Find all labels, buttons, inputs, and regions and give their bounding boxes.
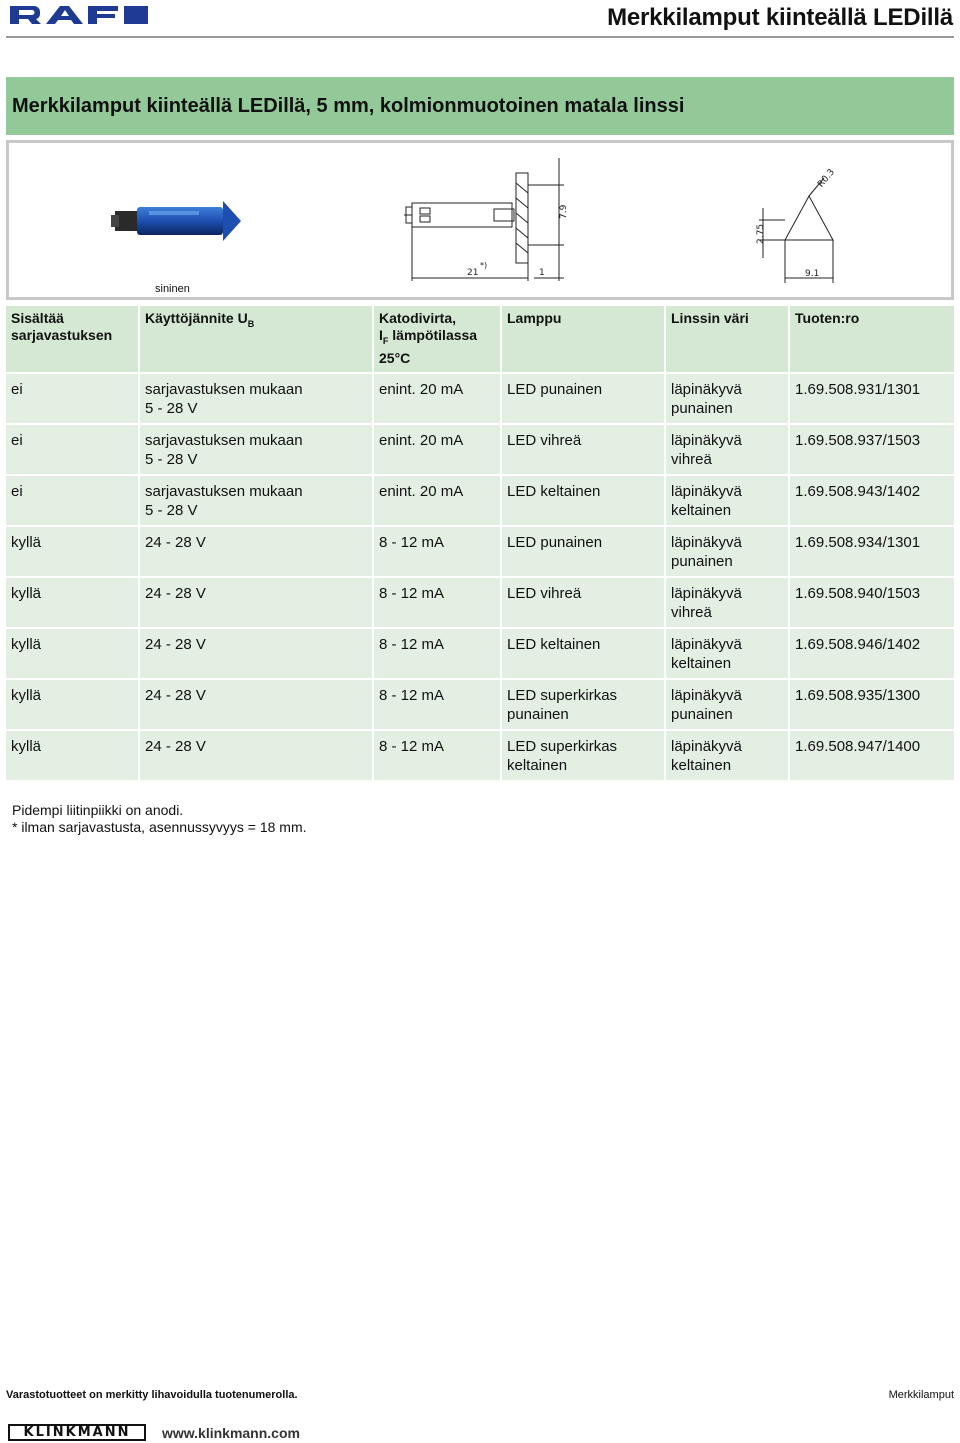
cell-lens-color: läpinäkyvä keltainen — [665, 730, 789, 781]
cell-lamp: LED keltainen — [501, 628, 665, 679]
front-dimension-drawing — [729, 158, 849, 288]
cell-current: enint. 20 mA — [373, 475, 501, 526]
footer-url[interactable]: www.klinkmann.com — [162, 1425, 300, 1441]
cell-voltage: 24 - 28 V — [139, 679, 373, 730]
note-mounting-depth: * ilman sarjavastusta, asennussyvyys = 18 mm. — [12, 819, 307, 835]
dim-21: 21 — [467, 268, 479, 278]
cell-voltage: sarjavastuksen mukaan 5 - 28 V — [139, 373, 373, 424]
dim-7-9: 7.9 — [559, 204, 569, 219]
cell-current: enint. 20 mA — [373, 373, 501, 424]
dim-9-1: 9.1 — [805, 269, 820, 279]
figure-caption: sininen — [155, 283, 190, 295]
table-row — [6, 475, 954, 526]
spec-table — [6, 306, 954, 782]
cell-lens-color: läpinäkyvä keltainen — [665, 628, 789, 679]
col-header-lamp: Lamppu — [501, 306, 665, 373]
cell-lamp: LED vihreä — [501, 577, 665, 628]
product-figure — [6, 140, 954, 300]
cell-series-resistor: ei — [6, 424, 139, 475]
cell-product-number: 1.69.508.931/1301 — [789, 373, 954, 424]
cell-current: enint. 20 mA — [373, 424, 501, 475]
section-title-bar — [6, 77, 954, 135]
footer-stock-note: Varastotuotteet on merkitty lihavoidulla tuotenumerolla. — [6, 1389, 298, 1401]
table-row — [6, 679, 954, 730]
cell-voltage: sarjavastuksen mukaan 5 - 28 V — [139, 475, 373, 526]
col-header-lens-color: Linssin väri — [665, 306, 789, 373]
cell-voltage: 24 - 28 V — [139, 628, 373, 679]
section-title: Merkkilamput kiinteällä LEDillä, 5 mm, kolmionmuotoinen matala linssi — [12, 94, 685, 117]
cell-lens-color: läpinäkyvä punainen — [665, 679, 789, 730]
cell-product-number: 1.69.508.934/1301 — [789, 526, 954, 577]
lamp-photo — [109, 191, 249, 251]
cell-lens-color: läpinäkyvä punainen — [665, 373, 789, 424]
cell-product-number: 1.69.508.937/1503 — [789, 424, 954, 475]
cell-lens-color: läpinäkyvä keltainen — [665, 475, 789, 526]
table-row — [6, 526, 954, 577]
cell-voltage: 24 - 28 V — [139, 526, 373, 577]
cell-current: 8 - 12 mA — [373, 628, 501, 679]
table-row — [6, 424, 954, 475]
cell-current: 8 - 12 mA — [373, 730, 501, 781]
cell-series-resistor: kyllä — [6, 730, 139, 781]
cell-series-resistor: kyllä — [6, 526, 139, 577]
cell-series-resistor: kyllä — [6, 628, 139, 679]
dim-2-75: 2.75 — [756, 223, 766, 244]
table-row — [6, 628, 954, 679]
cell-series-resistor: kyllä — [6, 679, 139, 730]
cell-voltage: 24 - 28 V — [139, 730, 373, 781]
cell-series-resistor: kyllä — [6, 577, 139, 628]
rafi-logo — [8, 5, 150, 25]
cell-lens-color: läpinäkyvä punainen — [665, 526, 789, 577]
cell-product-number: 1.69.508.946/1402 — [789, 628, 954, 679]
cell-product-number: 1.69.508.947/1400 — [789, 730, 954, 781]
cell-series-resistor: ei — [6, 373, 139, 424]
cell-lamp: LED superkirkas punainen — [501, 679, 665, 730]
table-row — [6, 373, 954, 424]
cell-voltage: 24 - 28 V — [139, 577, 373, 628]
dim-1: 1 — [539, 268, 545, 278]
cell-series-resistor: ei — [6, 475, 139, 526]
cell-voltage: sarjavastuksen mukaan 5 - 28 V — [139, 424, 373, 475]
footer-category: Merkkilamput — [888, 1389, 954, 1401]
page-header-title: Merkkilamput kiinteällä LEDillä — [607, 4, 953, 31]
cell-lens-color: läpinäkyvä vihreä — [665, 424, 789, 475]
cell-lens-color: läpinäkyvä vihreä — [665, 577, 789, 628]
table-header-row — [6, 306, 954, 373]
col-header-product-number: Tuoten:ro — [789, 306, 954, 373]
table-body — [6, 373, 954, 781]
col-header-series-resistor: Sisältää sarjavastuksen — [6, 306, 139, 373]
note-anode: Pidempi liitinpiikki on anodi. — [12, 802, 184, 818]
dim-21-star: *) — [480, 261, 488, 270]
cell-lamp: LED keltainen — [501, 475, 665, 526]
cell-lamp: LED superkirkas keltainen — [501, 730, 665, 781]
table-row — [6, 577, 954, 628]
cell-lamp: LED vihreä — [501, 424, 665, 475]
dim-r0-3: R0.3 — [816, 167, 838, 190]
side-dimension-drawing — [394, 153, 594, 293]
cell-lamp: LED punainen — [501, 373, 665, 424]
cell-lamp: LED punainen — [501, 526, 665, 577]
cell-current: 8 - 12 mA — [373, 679, 501, 730]
cell-product-number: 1.69.508.935/1300 — [789, 679, 954, 730]
klinkmann-logo: KLINKMANN — [8, 1424, 146, 1441]
table-row — [6, 730, 954, 781]
col-header-voltage: Käyttöjännite $U_B$ — [139, 306, 373, 373]
cell-product-number: 1.69.508.940/1503 — [789, 577, 954, 628]
cell-current: 8 - 12 mA — [373, 577, 501, 628]
cell-product-number: 1.69.508.943/1402 — [789, 475, 954, 526]
cell-current: 8 - 12 mA — [373, 526, 501, 577]
header-divider — [6, 36, 954, 38]
col-header-current: Katodivirta, $I_F$ lämpötilassa 25°C — [373, 306, 501, 373]
